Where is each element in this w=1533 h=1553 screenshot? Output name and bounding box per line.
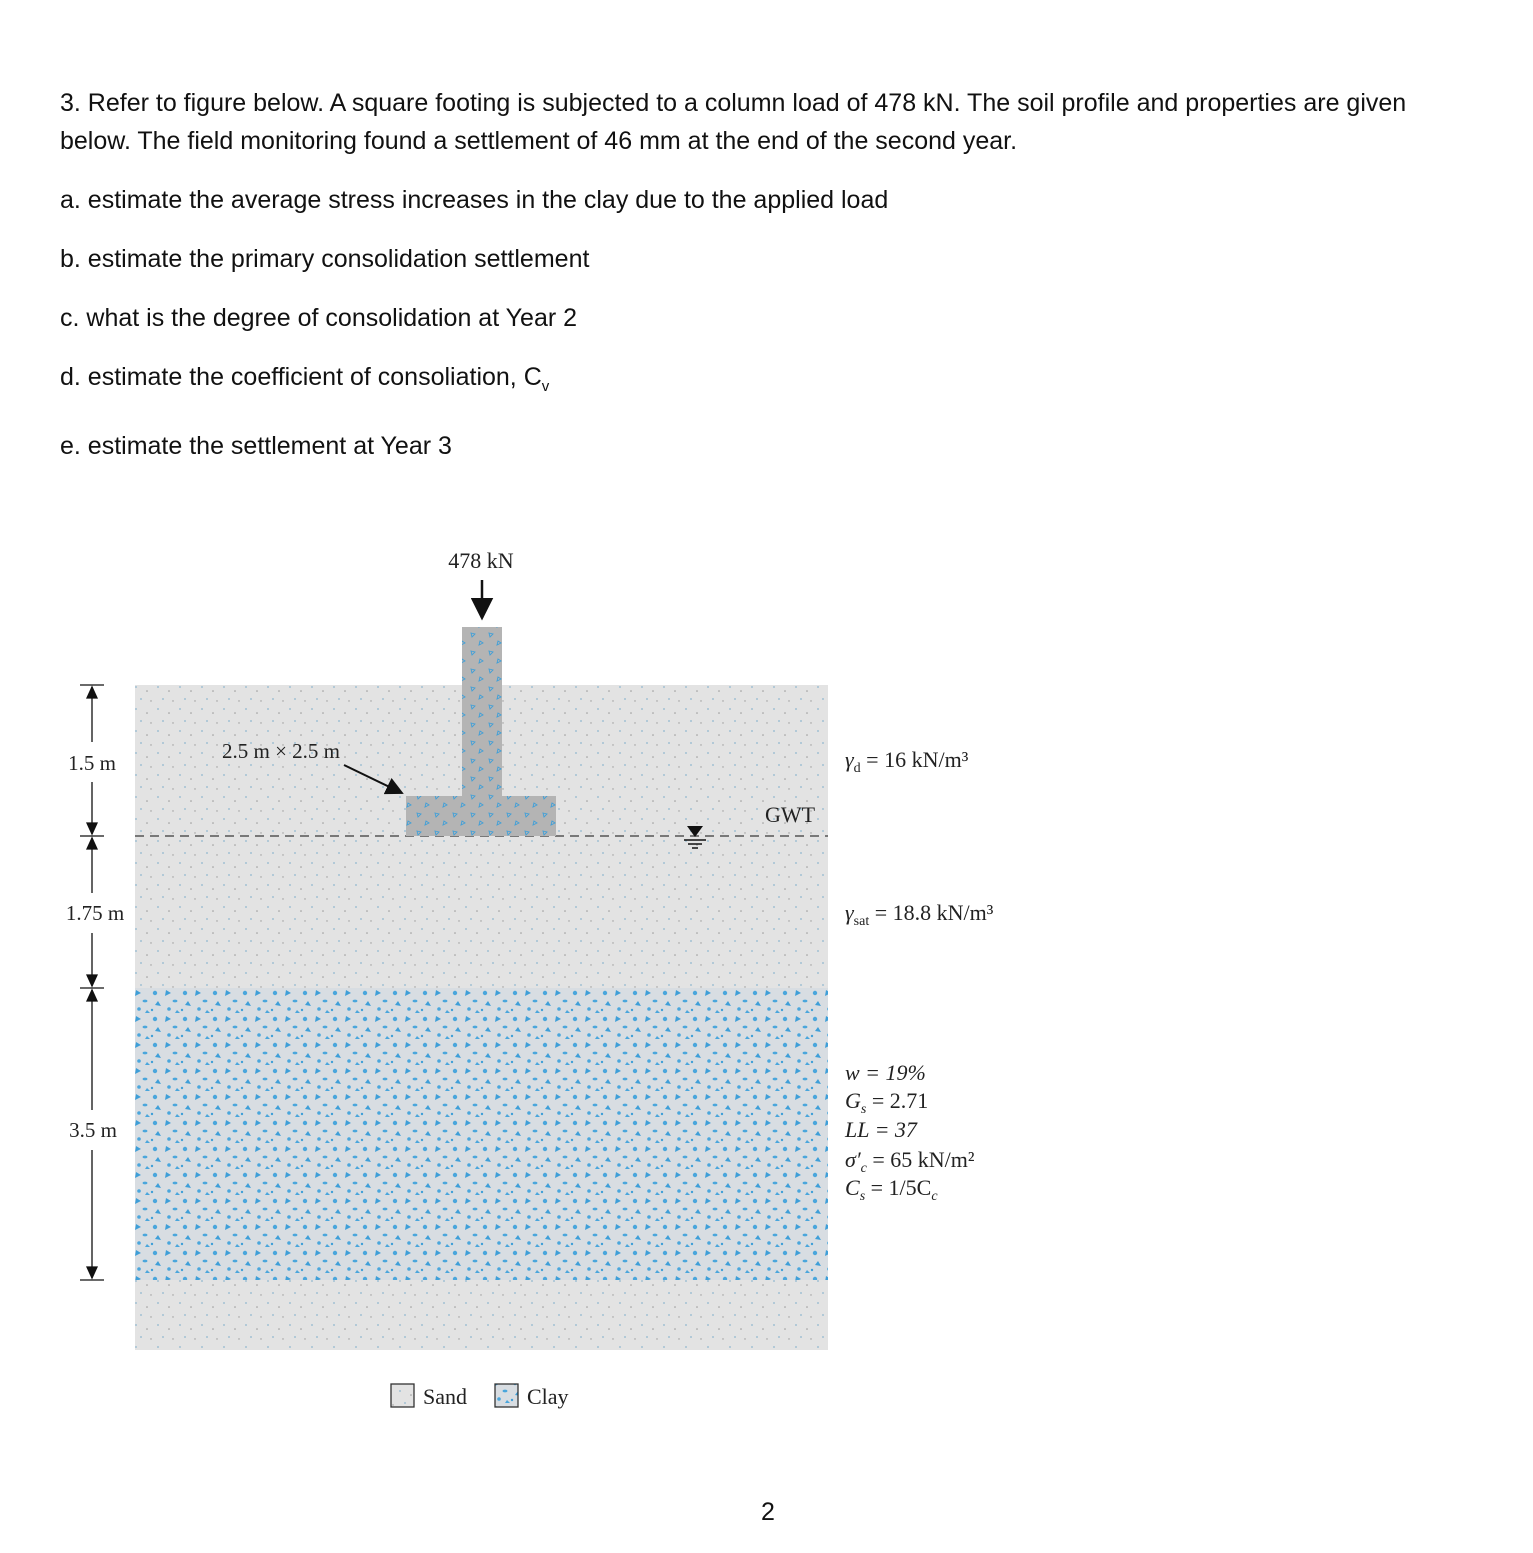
saturated-unit-weight-label: $\gamma_{sat} = 18.8$ kN/m³ bbox=[845, 900, 994, 929]
footing-size-label: 2.5 m × 2.5 m bbox=[222, 739, 341, 763]
legend-sand-swatch bbox=[391, 1384, 414, 1407]
question-part-d-sub: v bbox=[541, 378, 550, 395]
clay-swell-index: $C_s = 1/5C_c$ bbox=[845, 1175, 938, 1204]
question-part-a: a. estimate the average stress increases in the clay due to the applied load bbox=[60, 186, 889, 214]
clay-liquid-limit: LL = 37 bbox=[845, 1117, 917, 1142]
question-part-d bbox=[60, 358, 1480, 406]
legend bbox=[391, 1384, 569, 1409]
legend-clay-label: Clay bbox=[527, 1384, 569, 1409]
footing bbox=[406, 796, 556, 836]
dimension-sand-below-gwt: 1.75 m bbox=[65, 901, 125, 925]
sand-layer-bottom bbox=[135, 1280, 828, 1350]
dry-unit-weight-label: $\gamma_d = 16$ kN/m³ bbox=[845, 747, 969, 776]
question-part-b: b. estimate the primary consolidation settlement bbox=[60, 245, 590, 273]
question-part-c: c. what is the degree of consolidation at Year 2 bbox=[60, 304, 578, 332]
legend-clay-swatch bbox=[495, 1384, 518, 1407]
page-number: 2 bbox=[761, 1498, 775, 1526]
legend-sand-label: Sand bbox=[423, 1384, 467, 1409]
question-part-d-text: d. estimate the coefficient of consoliation, C bbox=[60, 363, 542, 391]
load-label: 478 kN bbox=[448, 548, 514, 573]
question-block bbox=[60, 84, 1480, 486]
question-intro: 3. Refer to figure below. A square footing is subjected to a column load of 478 kN. The soil profile and properties are given below. The field monitoring found a settlement of 46 mm at the end of the second year. bbox=[60, 89, 1407, 155]
question-part-e: e. estimate the settlement at Year 3 bbox=[60, 432, 452, 460]
clay-specific-gravity: $G_s = 2.71$ bbox=[845, 1088, 929, 1117]
soil-profile-figure bbox=[0, 520, 1533, 1440]
clay-water-content: w = 19% bbox=[845, 1060, 926, 1085]
clay-layer bbox=[135, 988, 828, 1280]
column bbox=[462, 627, 502, 796]
clay-preconsolidation-pressure: $\sigma'_c = 65$ kN/m² bbox=[845, 1147, 975, 1176]
gwt-label: GWT bbox=[765, 802, 816, 827]
dimension-clay: 3.5 m bbox=[69, 1118, 117, 1142]
dimension-sand-top: 1.5 m bbox=[68, 751, 116, 775]
